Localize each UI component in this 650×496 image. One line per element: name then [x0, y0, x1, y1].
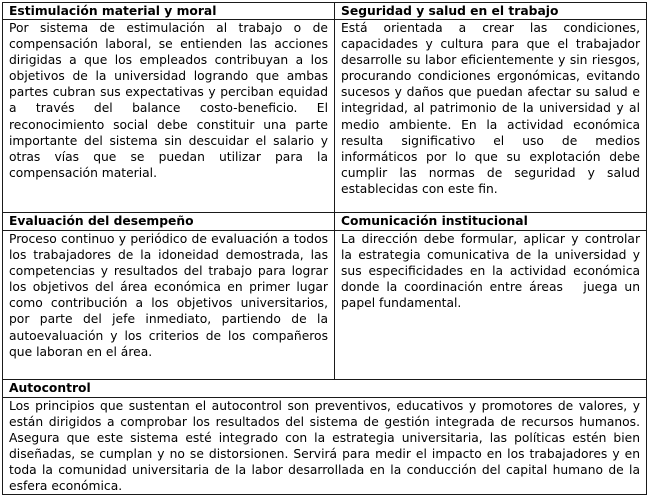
section-text-evaluacion: Proceso continuo y periódico de evaluación a todos los trabajadores de la idoneidad demostrada, las competencias y resultados del trabajo para lograr los objetivos del área económica en primer lugar como contribución a los objetivos universitarios, por parte del jefe inmediato, partiendo de la autoevaluación y los criterios de los compañeros que laboran en el área.	[9, 232, 328, 359]
section-title-comunicacion: Comunicación institucional	[335, 212, 646, 231]
section-title-autocontrol: Autocontrol	[3, 379, 646, 398]
section-title-seguridad: Seguridad y salud en el trabajo	[335, 3, 646, 20]
section-text-seguridad: Está orientada a crear las condiciones, capacidades y cultura para que el trabajador desarrolle su labor eficientemente y sin riesgos, procurando condiciones ergonómicas, evitando sucesos y daños que puedan afectar su salud e integridad, al patrimonio de la universidad y al medio ambiente. En la actividad económica resulta significativo el uso de medios informáticos por lo que su explotación debe cumplir las normas de seguridad y salud establecidas con este fin.	[341, 21, 640, 196]
table-row-1	[3, 3, 646, 212]
cell-comunicacion	[335, 212, 646, 379]
section-text-autocontrol: Los principios que sustentan el autocontrol son preventivos, educativos y promotores de valores, y están dirigidos a comprobar los resultados del sistema de gestión integrada de recursos humanos. Asegura que este sistema esté integrado con la estrategia universitaria, las políticas estén bien diseñadas, se cumplan y no se distorsionen. Servirá para medir el impacto en los trabajadores y en toda la comunidad universitaria de la labor desarrollada en la conducción del capital humano de la esfera económica.	[9, 399, 640, 494]
hr-system-table	[2, 2, 647, 495]
section-text-estimulacion: Por sistema de estimulación al trabajo o de compensación laboral, se entienden las acciones dirigidas a que los empleados contribuyan a los objetivos de la universidad logrando que ambas partes cubran sus expectativas y perciban equidad a través del balance costo-beneficio. El reconocimiento social debe constituir una parte importante del sistema sin descuidar el salario y otras vías que se puedan utilizar para la compensación material.	[9, 21, 328, 180]
section-title-estimulacion: Estimulación material y moral	[3, 3, 334, 20]
table-row-3	[3, 379, 646, 494]
cell-evaluacion	[3, 212, 335, 379]
section-title-evaluacion: Evaluación del desempeño	[3, 212, 334, 231]
cell-seguridad	[335, 3, 646, 212]
table-row-2	[3, 212, 646, 379]
section-text-comunicacion: La dirección debe formular, aplicar y controlar la estrategia comunicativa de la universidad y sus especificidades en la actividad económica donde la coordinación entre áreas juega un papel fundamental.	[341, 232, 644, 311]
cell-estimulacion	[3, 3, 335, 212]
cell-autocontrol	[3, 379, 646, 494]
